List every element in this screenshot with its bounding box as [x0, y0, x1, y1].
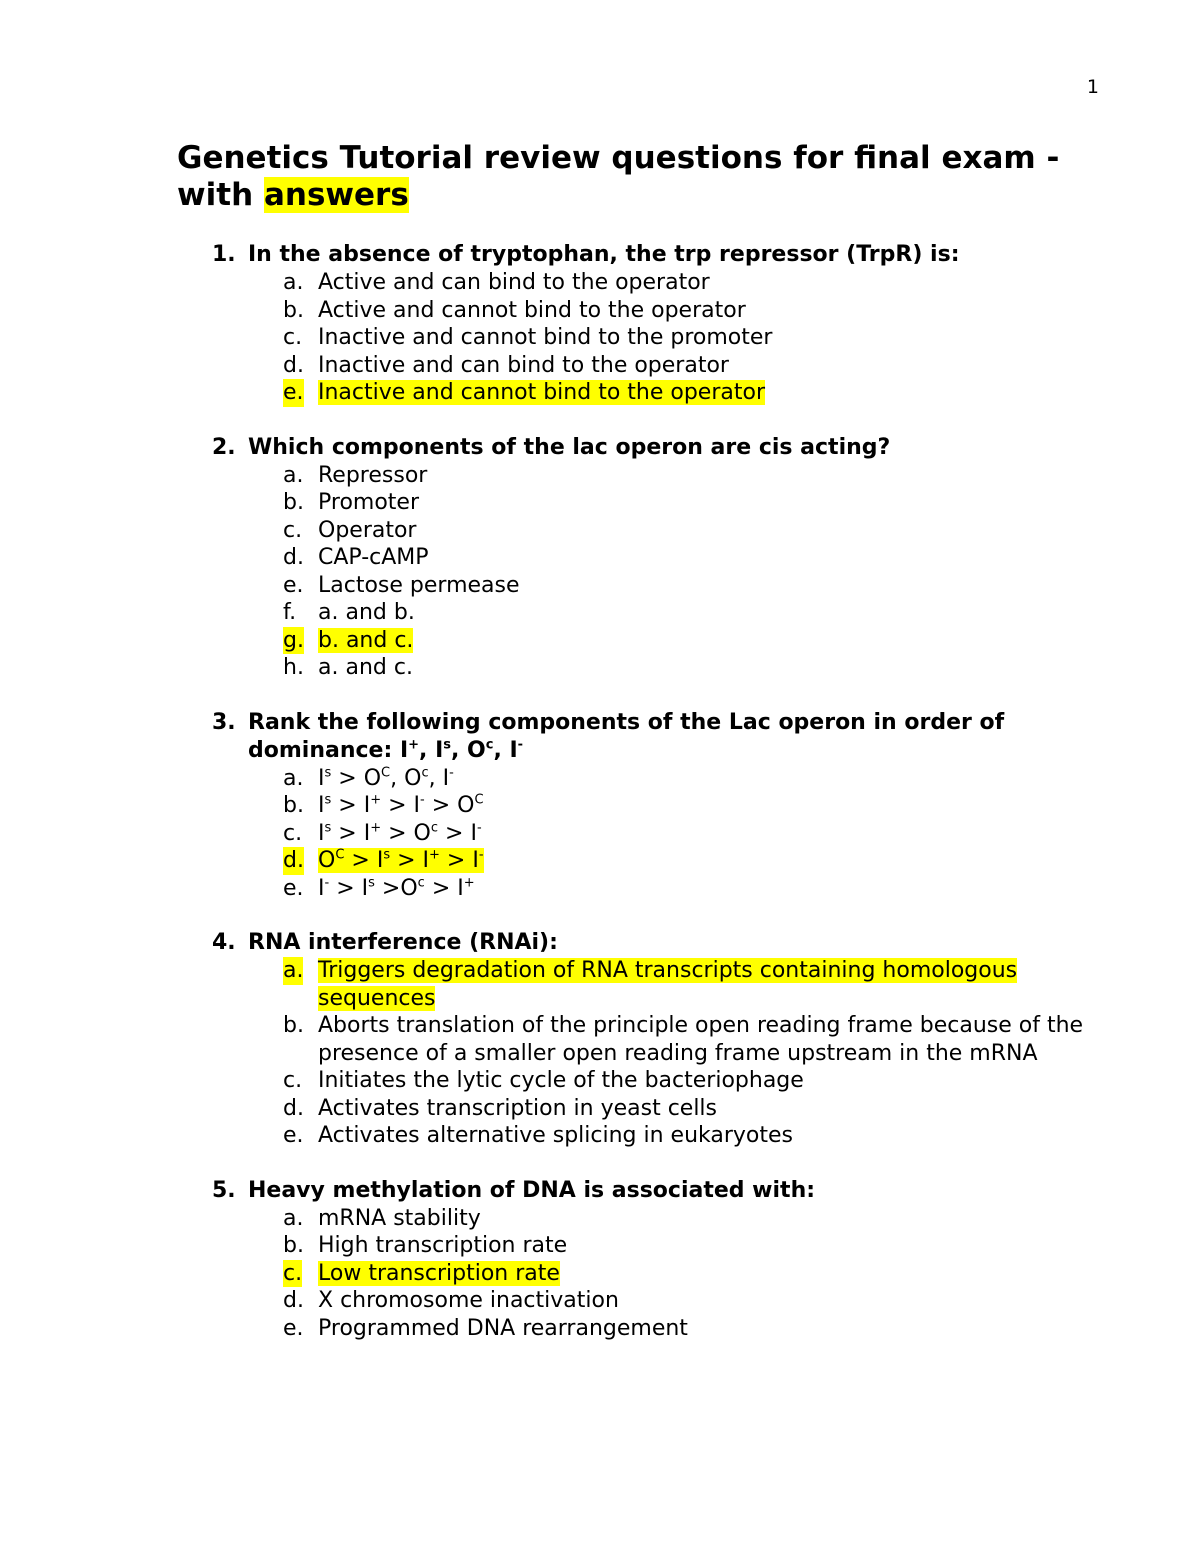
option-text: High transcription rate — [318, 1233, 568, 1258]
option-answer: d. $O^C > I^s > I^+ > I^-$ — [283, 847, 484, 873]
question-number: 4. — [212, 930, 236, 955]
option — [0, 297, 1108, 325]
option-text: Active and cannot bind to the operator — [318, 297, 746, 323]
option-answer — [0, 379, 1108, 407]
option — [0, 1122, 1108, 1150]
question-label: Rank the following components of the Lac operon in order of dominance: — [248, 709, 1005, 763]
option: c. $I^s > I^+ > O^c > I^-$ — [283, 820, 482, 846]
option-answer — [0, 957, 1108, 1012]
option-text: Repressor — [318, 462, 428, 488]
option-text: Inactive and cannot bind to the operator — [318, 380, 765, 405]
option-text: Active and can bind to the operator — [318, 270, 710, 295]
question-1 — [0, 241, 1200, 407]
question-text — [0, 434, 1078, 462]
question-label: Heavy methylation of DNA is associated with: — [248, 1177, 816, 1203]
option-answer — [0, 627, 1108, 655]
option: b. $I^s > I^+ > I^- > O^C$ — [283, 792, 484, 818]
questions-list — [0, 241, 1200, 1369]
option-label: a. — [283, 958, 304, 983]
question-label: RNA interference (RNAi): — [248, 930, 558, 955]
option-label: d. — [283, 352, 304, 378]
option — [0, 654, 1108, 682]
option-label: a. — [283, 1205, 304, 1231]
option — [0, 489, 1108, 517]
option — [0, 462, 1108, 490]
option-label: c. — [283, 820, 303, 846]
option-label: b. — [283, 1233, 304, 1258]
option-text: Activates alternative splicing in eukaryotes — [318, 1123, 794, 1148]
option-label: c. — [283, 1068, 303, 1093]
option-text: a. and c. — [318, 655, 413, 680]
question-text — [0, 929, 1078, 957]
option — [0, 544, 1108, 572]
option — [0, 1067, 1108, 1095]
option-label: b. — [283, 793, 304, 818]
option-label: e. — [283, 572, 304, 598]
option-text: Programmed DNA rearrangement — [318, 1315, 688, 1341]
option — [0, 324, 1108, 352]
option-label: c. — [283, 517, 303, 543]
option — [0, 572, 1108, 600]
option — [0, 1287, 1108, 1315]
option-text: mRNA stability — [318, 1205, 481, 1231]
option-label: g. — [283, 627, 304, 653]
option — [0, 1012, 1108, 1067]
option-label: a. — [283, 462, 304, 488]
question-number: 5. — [212, 1177, 236, 1203]
option-label: c. — [283, 325, 303, 350]
title-highlight: answers — [263, 177, 409, 213]
option-text: Promoter — [318, 490, 419, 515]
option-label: d. — [283, 848, 304, 873]
option-text: Triggers degradation of RNA transcripts containing homologous sequences — [318, 958, 1018, 1011]
option-text: Initiates the lytic cycle of the bacteriophage — [318, 1068, 804, 1093]
option-label: a. — [283, 270, 304, 295]
option-label: e. — [283, 1315, 304, 1341]
option-label: b. — [283, 1013, 304, 1038]
option-text: Lactose permease — [318, 572, 520, 598]
option — [0, 599, 1108, 627]
option-text: Low transcription rate — [318, 1260, 560, 1286]
option-text: b. and c. — [318, 627, 414, 653]
question-text — [0, 1177, 1078, 1205]
question-5 — [0, 1177, 1200, 1343]
option-text: Inactive and can bind to the operator — [318, 352, 729, 378]
option — [0, 1315, 1108, 1343]
option: a. $I^s > O^C$, $O^c$, I- — [283, 765, 454, 791]
option-label: b. — [283, 490, 304, 515]
question-label: Which components of the lac operon are cis acting? — [248, 434, 891, 460]
option-label: e. — [283, 875, 304, 901]
question-number: 2. — [212, 434, 236, 460]
page-number: 1 — [1086, 76, 1099, 98]
option — [0, 1205, 1108, 1233]
option-text: X chromosome inactivation — [318, 1288, 619, 1313]
option — [0, 352, 1108, 380]
question-2 — [0, 434, 1200, 682]
option-label: c. — [283, 1260, 303, 1286]
question-text: 3. Rank the following components of the Lac operon in order of dominance: I+, $I^s$, $O^c$, I- — [212, 709, 1005, 763]
option-text: Inactive and cannot bind to the promoter — [318, 325, 773, 350]
option-text: CAP-cAMP — [318, 545, 429, 570]
option-label: d. — [283, 1288, 304, 1313]
option-text: Operator — [318, 517, 417, 543]
option — [0, 1232, 1108, 1260]
question-number: 3. — [212, 709, 236, 735]
option: e. $I^- > I^s >O^c > I^+$ — [283, 875, 475, 901]
option — [0, 517, 1108, 545]
option — [0, 269, 1108, 297]
option-label: a. — [283, 765, 304, 791]
option-label: h. — [283, 655, 304, 680]
option-label: e. — [283, 380, 304, 405]
option-label: f. — [283, 600, 297, 625]
title-text: Genetics Tutorial review questions for final exam - with — [177, 140, 1060, 213]
option — [0, 1095, 1108, 1123]
question-3 — [0, 709, 1200, 903]
option-label: e. — [283, 1123, 304, 1148]
option-label: d. — [283, 1095, 304, 1121]
question-4 — [0, 929, 1200, 1150]
option-text: Aborts translation of the principle open reading frame because of the presence of a smaller open reading frame upstream in the mRNA — [318, 1013, 1084, 1066]
option-text: Activates transcription in yeast cells — [318, 1095, 718, 1121]
question-text — [0, 241, 1078, 269]
option-answer — [0, 1260, 1108, 1288]
option-label: b. — [283, 297, 304, 323]
option-text: a. and b. — [318, 600, 415, 625]
question-label: In the absence of tryptophan, the trp repressor (TrpR) is: — [248, 242, 960, 267]
option-label: d. — [283, 545, 304, 570]
question-number: 1. — [212, 242, 236, 267]
document-title — [177, 140, 1097, 214]
